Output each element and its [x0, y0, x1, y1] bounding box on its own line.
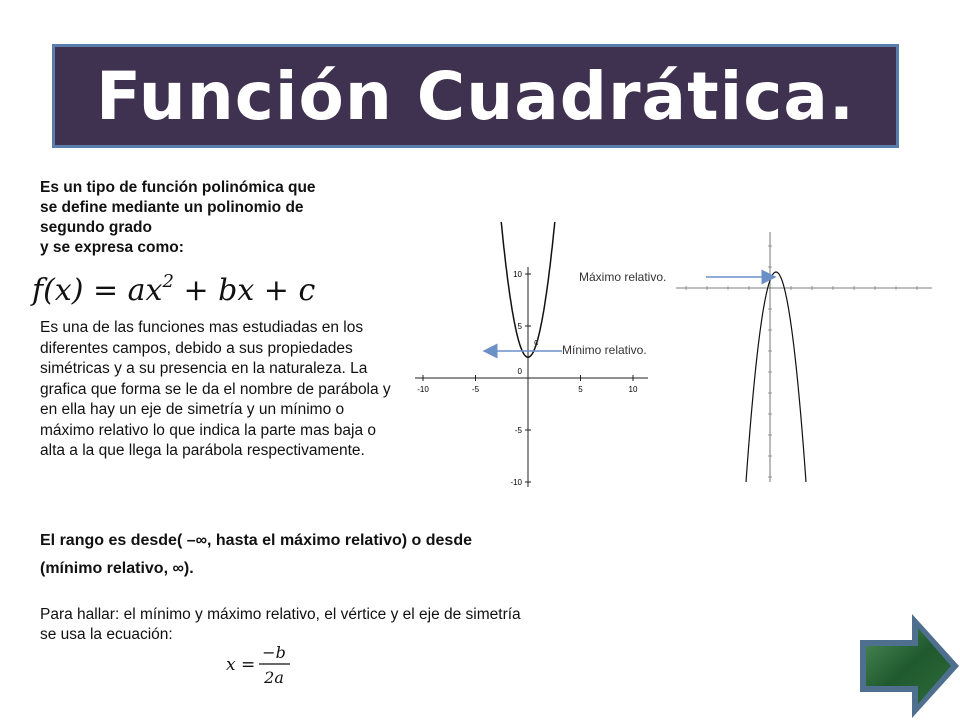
vertex-formula-numerator: −b [262, 643, 286, 662]
y-tick-label: -5 [514, 426, 522, 435]
hallar-line-1: Para hallar: el mínimo y máximo relativo, el vértice y el eje de simetría [40, 606, 521, 623]
intro-line-1: Es un tipo de función polinómica que [40, 179, 316, 196]
graph-maximum [672, 228, 934, 484]
y-tick-label: 5 [517, 322, 522, 331]
range-text [40, 527, 600, 583]
description-paragraph: Es una de las funciones mas estudiadas en los diferentes campos, debido a sus propiedades simétricas y a su presencia en la naturaleza. La grafica que forma se le da el nombre de parábola y en ella hay un eje de simetría y un mínimo o máximo relativo lo que indica la parte mas baja o alta a la que llega la parábola respectivamente. [40, 319, 391, 459]
x-tick-label: 10 [628, 385, 638, 394]
hallar-text [40, 605, 640, 645]
y-tick-label: -10 [510, 478, 522, 487]
vertex-formula-denominator: 2a [264, 668, 284, 687]
intro-line-4: y se expresa como: [40, 239, 184, 256]
intro-line-3: segundo grado [40, 219, 152, 236]
title-banner [52, 44, 899, 148]
range-line-1: El rango es desde( –∞, hasta el máximo relativo) o desde [40, 532, 472, 549]
downward-parabola [746, 272, 806, 482]
tick-marks [686, 246, 917, 477]
intro-line-2: se define mediante un polinomio de [40, 199, 304, 216]
hallar-line-2: se usa la ecuación: [40, 626, 173, 643]
next-arrow-icon[interactable] [858, 612, 960, 720]
minimum-label: Mínimo relativo. [562, 343, 647, 357]
y-tick-label: 10 [513, 270, 522, 279]
x-tick-label: -5 [471, 385, 480, 394]
quadratic-formula [30, 268, 316, 308]
page-title: Función Cuadrática. [95, 57, 856, 135]
formula-exponent: 2 [162, 271, 174, 292]
vertex-formula [226, 640, 296, 688]
graph-minimum [410, 265, 650, 490]
intro-text [40, 178, 400, 258]
maximum-label: Máximo relativo. [579, 270, 667, 284]
x-tick-label: -10 [417, 385, 429, 394]
y-tick-label: 0 [517, 367, 522, 376]
svg-text:f(x) = ax2 + bx + c [30, 271, 315, 308]
formula-rhs: + bx + c [173, 273, 316, 308]
x-tick-label: 5 [578, 385, 583, 394]
range-line-2: (mínimo relativo, ∞). [40, 560, 194, 577]
vertex-formula-lhs: x = [226, 655, 256, 675]
vertex-label: c [534, 337, 539, 347]
formula-lhs: f(x) = ax [32, 273, 163, 308]
